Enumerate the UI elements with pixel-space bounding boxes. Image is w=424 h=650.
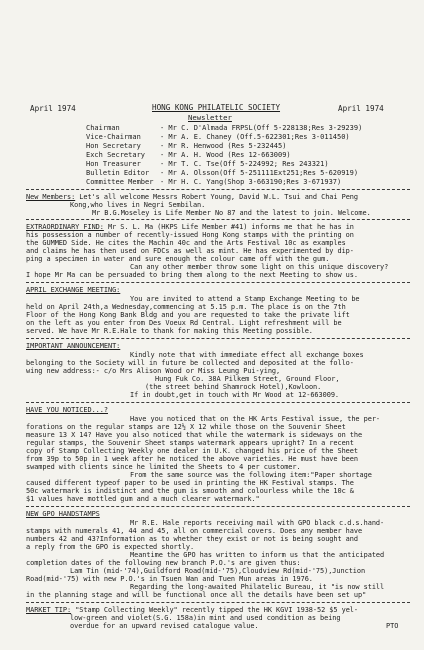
noticed-text: Have you noticed that on the HK Arts Festival issue, the per- [130, 415, 381, 423]
noticed-text: $1 values have mottled gum and a much clearer watermark." [26, 495, 260, 503]
noticed-text: copy of Stamp Collecting Weekly one dealer in U.K. changed his price of the Sheet [26, 447, 358, 455]
pto-label: PTO [386, 622, 399, 630]
officer-role: Chairman [86, 124, 120, 132]
extraordinary-text: and claims he has then used on FDCs as well as mint. He has experimented by dip- [26, 247, 354, 255]
divider [26, 602, 410, 603]
extraordinary-text: Mr S. L. Ma (HKPS Life Member #41) informs me that he has in [103, 223, 354, 231]
officer-name: - Mr T. C. Tse(Off 5-224992; Res 243321) [160, 160, 329, 168]
exchange-text: on the left as you enter from Des Voeux Rd Central. Light refreshment will be [26, 319, 342, 327]
noticed-text: From the same source was the following item:"Paper shortage [130, 471, 372, 479]
important-text: If in doubt,get in touch with Mr Wood at 12-663009. [130, 391, 340, 399]
important-text: Kindly note that with immediate effect all exchange boxes [130, 351, 364, 359]
important-text: wing new address:- c/o Mrs Alison Wood or Miss Leung Pui-ying, [26, 367, 281, 375]
market-text: overdue for an upward revised catalogue value. [70, 622, 259, 630]
new-members-text: Kong,who lives in Negri Sembilan. [70, 201, 206, 209]
gpo-text: Road(mid-'75) with new P.O.'s in Tsuen Wan and Tuen Mun areas in 1976. [26, 575, 313, 583]
officer-role: Bulletin Editor [86, 169, 150, 177]
extraordinary-text: Can any other member throw some light on this unique discovery? [130, 263, 389, 271]
noticed-heading: HAVE YOU NOTICED...? [26, 406, 108, 414]
market-heading: MARKET TIP: [26, 606, 72, 614]
noticed-text: measure 13 X 14? Have you also noticed that while the watermark is sideways on the [26, 431, 363, 439]
gpo-text: a reply from the GPO is expected shortly. [26, 543, 195, 551]
officer-role: Committee Member [86, 178, 154, 186]
officer-name: - Mr R. Henwood (Res 5-232445) [160, 142, 287, 150]
gpo-text: Regarding the long-awaited Philatelic Bureau, it "is now still [130, 583, 385, 591]
society-title: HONG KONG PHILATELIC SOCIETY [152, 103, 281, 112]
extraordinary-line [26, 223, 410, 231]
divider [26, 506, 410, 507]
gpo-text: Mr R.E. Hale reports receiving mail with GPO black c.d.s.hand- [130, 519, 385, 527]
officer-name: - Mr A. Olsson(Off 5-251111Ext251;Res 5-620919) [160, 169, 359, 177]
extraordinary-text: I hope Mr Ma can be persuaded to bring them along to the next Meeting to show us. [26, 271, 358, 279]
gpo-text: Meantime the GPO has written to inform us that the anticipated [130, 551, 385, 559]
extraordinary-text: ping a specimen in water and sure enough the colour came off with the gum. [26, 255, 330, 263]
noticed-text: from 39p to 50p in 1 week after he noticed the above varieties. He must have been [26, 455, 358, 463]
officer-role: Vice-Chairman [86, 133, 141, 141]
exchange-heading: APRIL EXCHANGE MEETING: [26, 286, 121, 294]
noticed-text: 50c watermark is indistinct and the gum is smooth and colourless while the 10c & [26, 487, 354, 495]
divider [26, 402, 410, 403]
divider [26, 338, 410, 339]
exchange-text: You are invited to attend a Stamp Exchange Meeting to be [130, 295, 360, 303]
important-text: belonging to the Society will in future be collected and deposited at the follo- [26, 359, 354, 367]
gpo-text: Lam Tin (mid-'74),Guildford Road(mid-'75),Cloudview Rd(mid-'75),Junction [70, 567, 366, 575]
exchange-text: Floor of the Hong Kong Bank Bldg and you are requested to take the private lift [26, 311, 350, 319]
exchange-text: held on April 24th,a Wednesday,commencing at 5.15 p.m. The place is on the 7th [26, 303, 346, 311]
date-right: April 1974 [338, 104, 384, 113]
noticed-text: forations on the regular stamps are 12½ X 12 while those on the Souvenir Sheet [26, 423, 346, 431]
important-heading: IMPORTANT ANNOUNCEMENT: [26, 342, 121, 350]
officer-role: Hon Treasurer [86, 160, 141, 168]
gpo-text: completion dates of the following new branch P.O.'s are given thus: [26, 559, 301, 567]
noticed-text: swamped with clients since he limited the Sheets to 4 per customer. [26, 463, 301, 471]
officer-name: - Mr C. D'Almada FRPSL(Off 5-228138;Res 3-29239) [160, 124, 363, 132]
gpo-heading: NEW GPO HANDSTAMPS [26, 510, 100, 518]
divider [26, 219, 410, 220]
divider [26, 189, 410, 190]
extraordinary-text: his possession a number of recently-issued Hong Kong stamps with the printing on [26, 231, 354, 239]
officer-name: - Mr A. E. Chaney (Off.5-622301;Res 3-011450) [160, 133, 350, 141]
newsletter-label: Newsletter [188, 113, 232, 122]
gpo-text: numbers 42 and 43?Information as to whether they exist or not is being sought and [26, 535, 358, 543]
market-text: low-green and violet(S.G. 158a)in mint and used condition as being [70, 614, 341, 622]
extraordinary-heading: EXTRAORDINARY FIND: [26, 223, 104, 231]
officer-name: - Mr H. C. Yang(Shop 3-663190;Res 3-671937) [160, 178, 342, 186]
noticed-text: caused different typeof paper to be used in printing the HK Festival stamps. The [26, 479, 354, 487]
gpo-text: stamps with numerals 41, 44 and 45, all on commercial covers. Does any member have [26, 527, 363, 535]
market-line [26, 606, 410, 614]
new-members-line [26, 193, 410, 201]
officer-role: Hon Secretary [86, 142, 141, 150]
market-text: "Stamp Collecting Weekly" recently tipped the HK KGVI 1938-52 $5 yel- [71, 606, 358, 614]
new-members-text: Mr B.G.Moseley is Life Member No 87 and the latest to join. Welcome. [92, 209, 371, 217]
noticed-text: regular stamps, the Souvenir Sheet stamps watermark appears upright? In a recent [26, 439, 354, 447]
extraordinary-text: the GUMMED Side. He cites the Machin 40c and the Arts Festival 10c as examples [26, 239, 346, 247]
important-text: Hung Fuk Co. 38A Pilkem Street, Ground Floor, [155, 375, 340, 383]
exchange-text: served. We have Mr R.E.Hale to thank for making this Meeting possible. [26, 327, 313, 335]
date-left: April 1974 [30, 104, 76, 113]
officer-name: - Mr A. H. Wood (Res 12-663009) [160, 151, 291, 159]
important-text: (the street behind Shamrock Hotel),Kowloon. [145, 383, 322, 391]
officer-role: Exch Secretary [86, 151, 146, 159]
new-members-heading: New Members: [26, 193, 76, 201]
gpo-text: in the planning stage and will be functional once all the details have been set up" [26, 591, 367, 599]
divider [26, 282, 410, 283]
new-members-text: Let's all welcome Messrs Robert Young, David W.L. Tsui and Chai Peng [75, 193, 358, 201]
